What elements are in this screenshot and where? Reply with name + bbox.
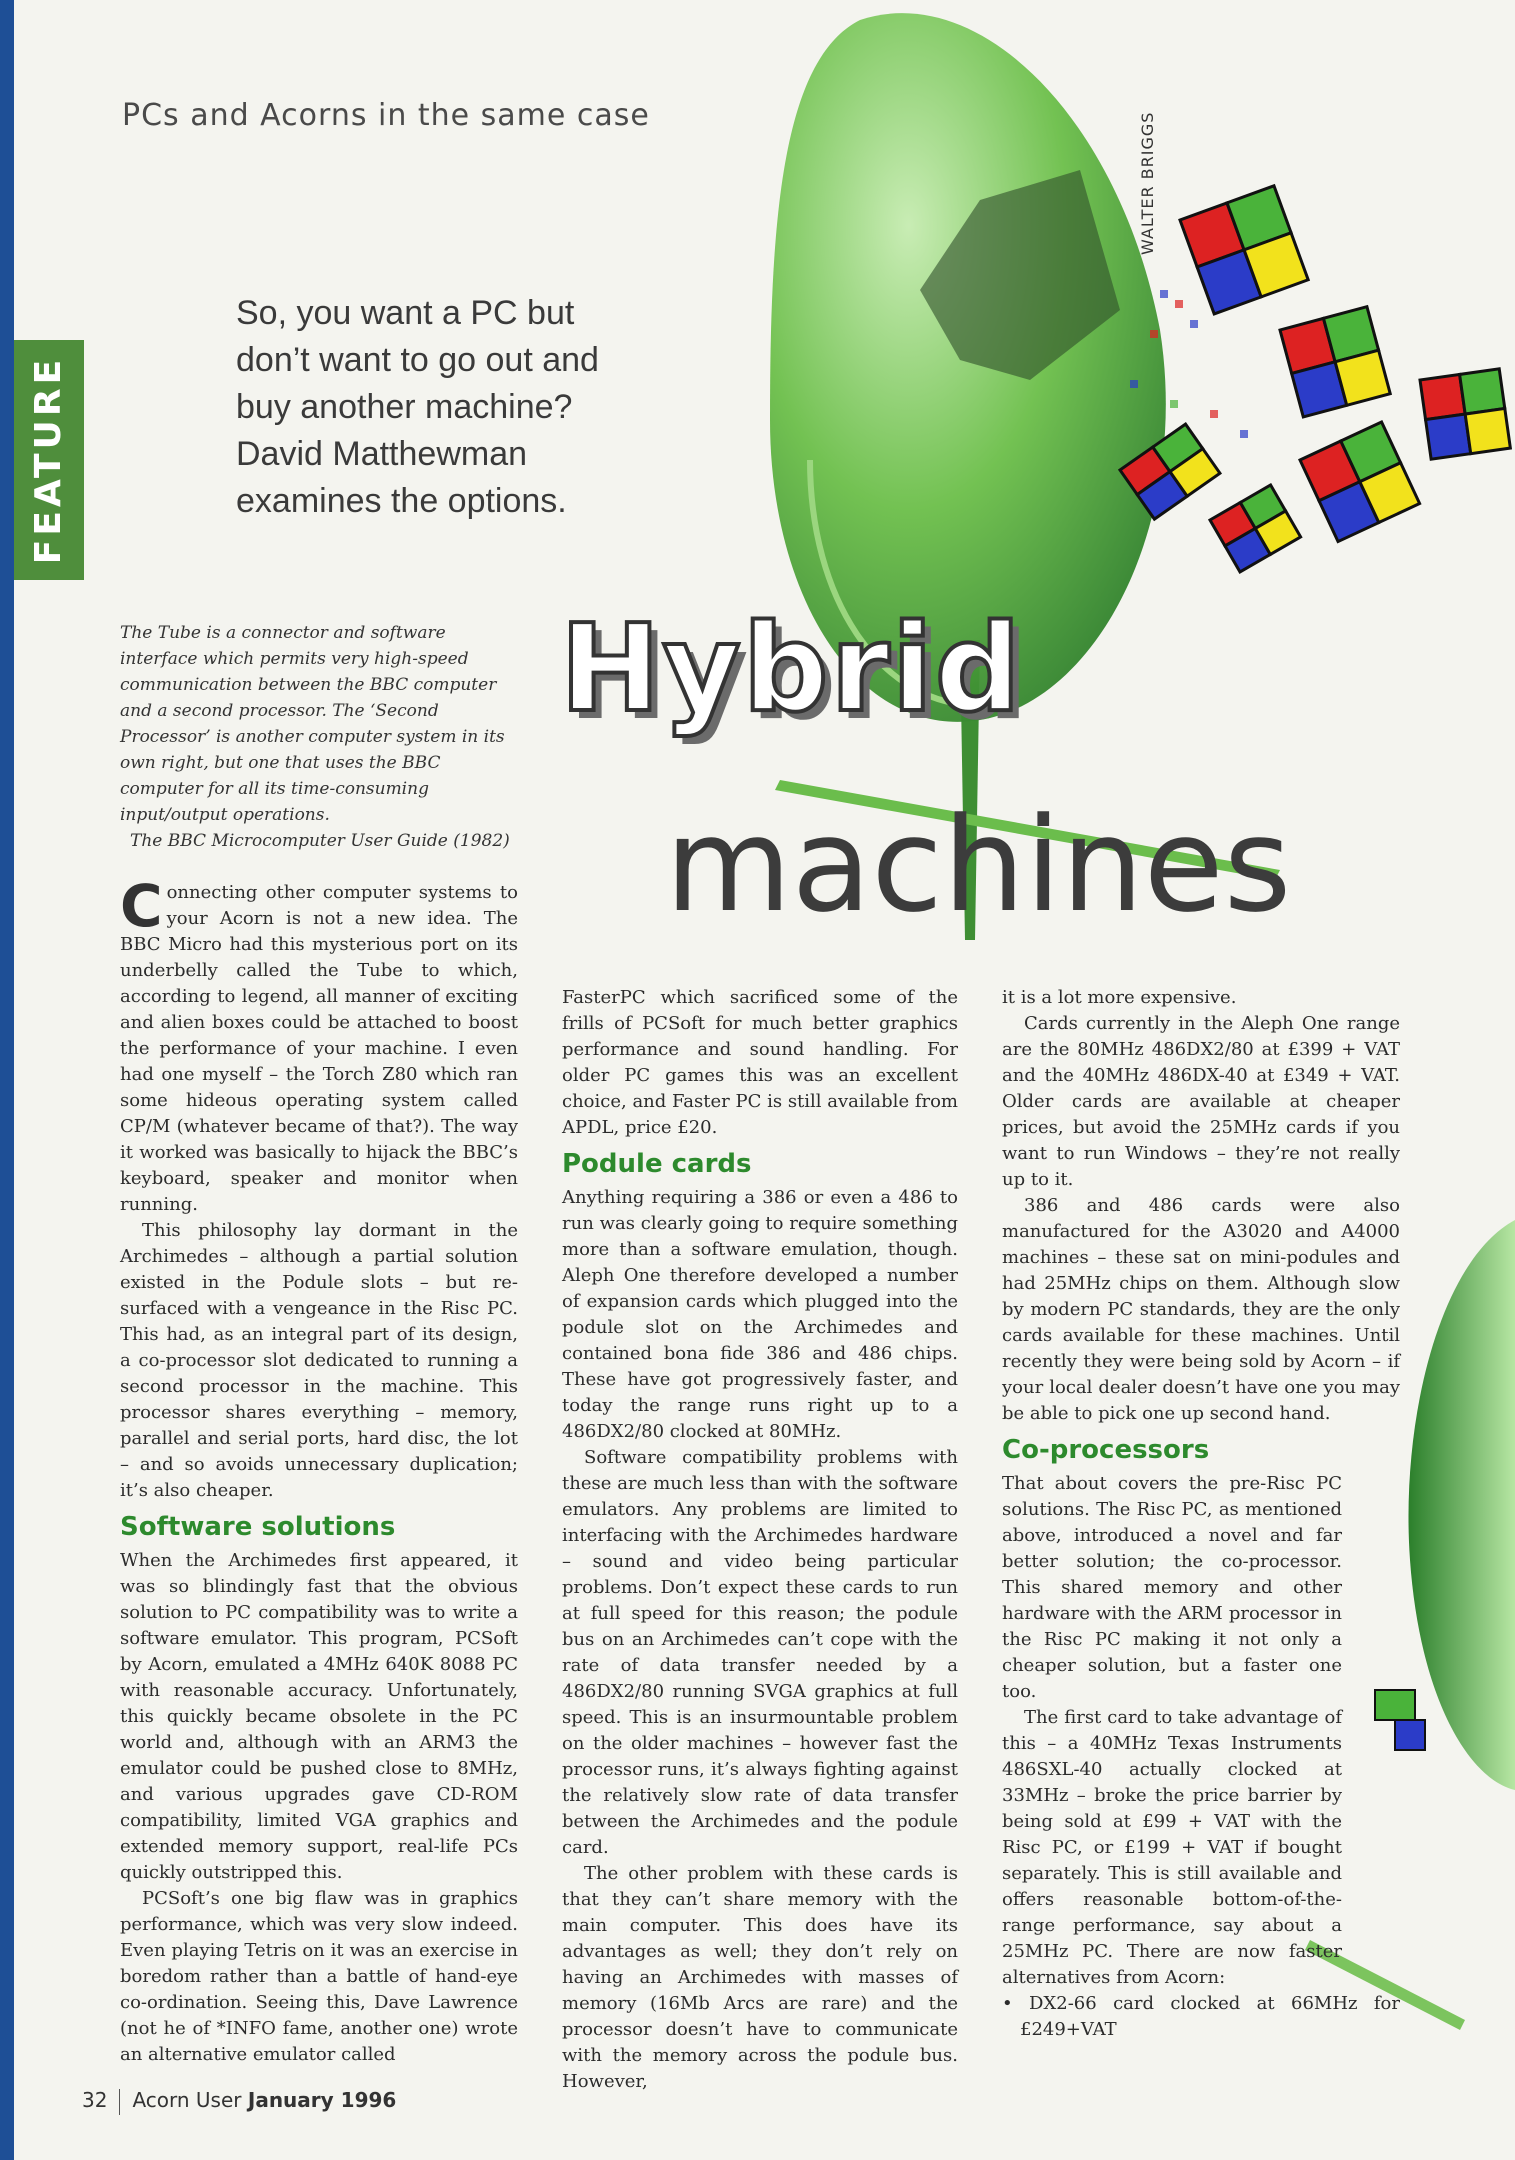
footer-divider (119, 2089, 120, 2115)
epigraph-text: The Tube is a connector and software interface which permits very high-speed communication between the BBC computer and a second processor. The ‘Second Processor’ is another computer system in its own right, but one that uses the BBC computer for all its time-consuming input/output operations. (120, 623, 505, 825)
page-number: 32 (82, 2088, 108, 2112)
bullet-item: • DX2-66 card clocked at 66MHz for £249+VAT (1002, 1993, 1400, 2040)
subheading-co-processors: Co-processors (1002, 1435, 1210, 1465)
article-column-3 (1002, 985, 1400, 2043)
standfirst: So, you want a PC but don’t want to go out and buy another machine? David Matthewman examines the options. (236, 294, 599, 520)
epigraph-source: The BBC Microcomputer User Guide (1982) (130, 831, 510, 851)
paragraph: This philosophy lay dormant in the Archimedes – although a partial solution existed in the Podule slots – but re-surfaced with a vengeance in the Risc PC. This had, as an integral part of its design, a co-processor slot dedicated to running a second processor in the machine. This processor shares everything – memory, parallel and serial ports, hard disc, the lot – and so avoids unnecessary duplication; it’s also cheaper. (120, 1220, 518, 1501)
paragraph: When the Archimedes first appeared, it was so blindingly fast that the obvious solution to PC compatibility was to write a software emulator. This program, PCSoft by Acorn, emulated a 4MHz 640K 8088 PC with reasonable accuracy. Unfortunately, this quickly became obsolete in the PC world and, although with an ARM3 the emulator could be pushed close to 8MHz, and various upgrades gave CD-ROM compatibility, limited VGA graphics and extended memory support, real-life PCs quickly outstripped this. (120, 1550, 518, 1883)
paragraph: it is a lot more expensive. (1002, 987, 1237, 1008)
section-tab-label: FEATURE (28, 355, 69, 565)
epigraph (120, 620, 520, 854)
page-footer (82, 2088, 396, 2115)
paragraph: That about covers the pre-Risc PC solutions. The Risc PC, as mentioned above, introduced a novel and far better solution; the co-processor. This shared memory and other hardware with the ARM processor in the Risc PC making it not only a cheaper solution, but a faster one too. (1002, 1473, 1342, 1702)
paragraph: Anything requiring a 386 or even a 486 to run was clearly going to require something more than a software emulation, though. Aleph One therefore developed a number of expansion cards which plugged into the podule slot on the Archimedes and contained bona fide 386 and 486 chips. These have got progressively faster, and today the range runs right up to a 486DX2/80 clocked at 80MHz. (562, 1187, 958, 1442)
headline-hybrid: Hybrid (560, 600, 1023, 739)
article-column-2 (562, 985, 958, 2095)
paragraph (120, 872, 518, 1218)
paragraph: Cards currently in the Aleph One range are the 80MHz 486DX2/80 at £399 + VAT and the 40MHz 486DX-40 at £349 + VAT. Older cards are available at cheaper prices, but avoid the 25MHz cards if you want to run Windows – they’re not really up to it. (1002, 1013, 1400, 1190)
subheading-software-solutions: Software solutions (120, 1512, 396, 1542)
subheading-podule-cards: Podule cards (562, 1149, 752, 1179)
issue-date: January 1996 (247, 2088, 397, 2112)
kicker: PCs and Acorns in the same case (122, 98, 650, 133)
magazine-name: Acorn User (132, 2088, 242, 2112)
photo-credit: WALTER BRIGGS (1138, 111, 1157, 255)
article-column-1 (120, 872, 518, 2068)
paragraph: Software compatibility problems with these are much less than with the software emulators. Any problems are limited to interfacing with the Archimedes hardware – sound and video being particular problems. Don’t expect these cards to run at full speed for this reason; the podule bus on an Archimedes can’t cope with the rate of data transfer needed by a 486DX2/80 running SVGA graphics at full speed. This is an insurmountable problem on the older machines – however fast the processor runs, it’s always fighting against the relatively slow rate of data transfer between the Archimedes and the podule card. (562, 1447, 958, 1858)
paragraph: The other problem with these cards is that they can’t share memory with the main computer. This does have its advantages as well; they don’t rely on having an Archimedes with masses of memory (16Mb Arcs are rare) and the processor doesn’t have to communicate with the memory across the podule bus. However, (562, 1863, 958, 2092)
drop-cap: C (120, 872, 163, 940)
section-tab (14, 340, 84, 580)
paragraph: The first card to take advantage of this – a 40MHz Texas Instruments 486SXL-40 actually clocked at 33MHz – broke the price barrier by being sold at £99 + VAT with the Risc PC, or £199 + VAT if bought separately. This is still available and offers reasonable bottom-of-the-range performance, say about a 25MHz PC. There are now faster alternatives from Acorn: (1002, 1707, 1342, 1988)
paragraph: 386 and 486 cards were also manufactured for the A3020 and A4000 machines – these sat on mini-podules and had 25MHz chips on them. Although slow by modern PC standards, they are the only cards available for these machines. Until recently they were being sold by Acorn – if your local dealer doesn’t have one you may be able to pick one up second hand. (1002, 1195, 1400, 1424)
paragraph: FasterPC which sacrificed some of the frills of PCSoft for much better graphics performance and sound handling. For older PC games this was an excellent choice, and Faster PC is still available from APDL, price £20. (562, 987, 958, 1138)
binding-stripe (0, 0, 14, 2160)
paragraph: PCSoft’s one big flaw was in graphics performance, which was very slow indeed. Even playing Tetris on it was an exercise in boredom rather than a battle of hand-eye co-ordination. Seeing this, Dave Lawrence (not he of *INFO fame, another one) wrote an alternative emulator called (120, 1888, 518, 2065)
headline-machines: machines (665, 789, 1292, 941)
paragraph-text: onnecting other computer systems to your Acorn is not a new idea. The BBC Micro had this mysterious port on its underbelly called the Tube to which, according to legend, all manner of exciting and alien boxes could be attached to boost the performance of your machine. I even had one myself – the Torch Z80 which ran some hideous operating system called CP/M (whatever became of that?). The way it worked was basically to hijack the BBC’s keyboard, speaker and monitor when running. (120, 882, 518, 1215)
